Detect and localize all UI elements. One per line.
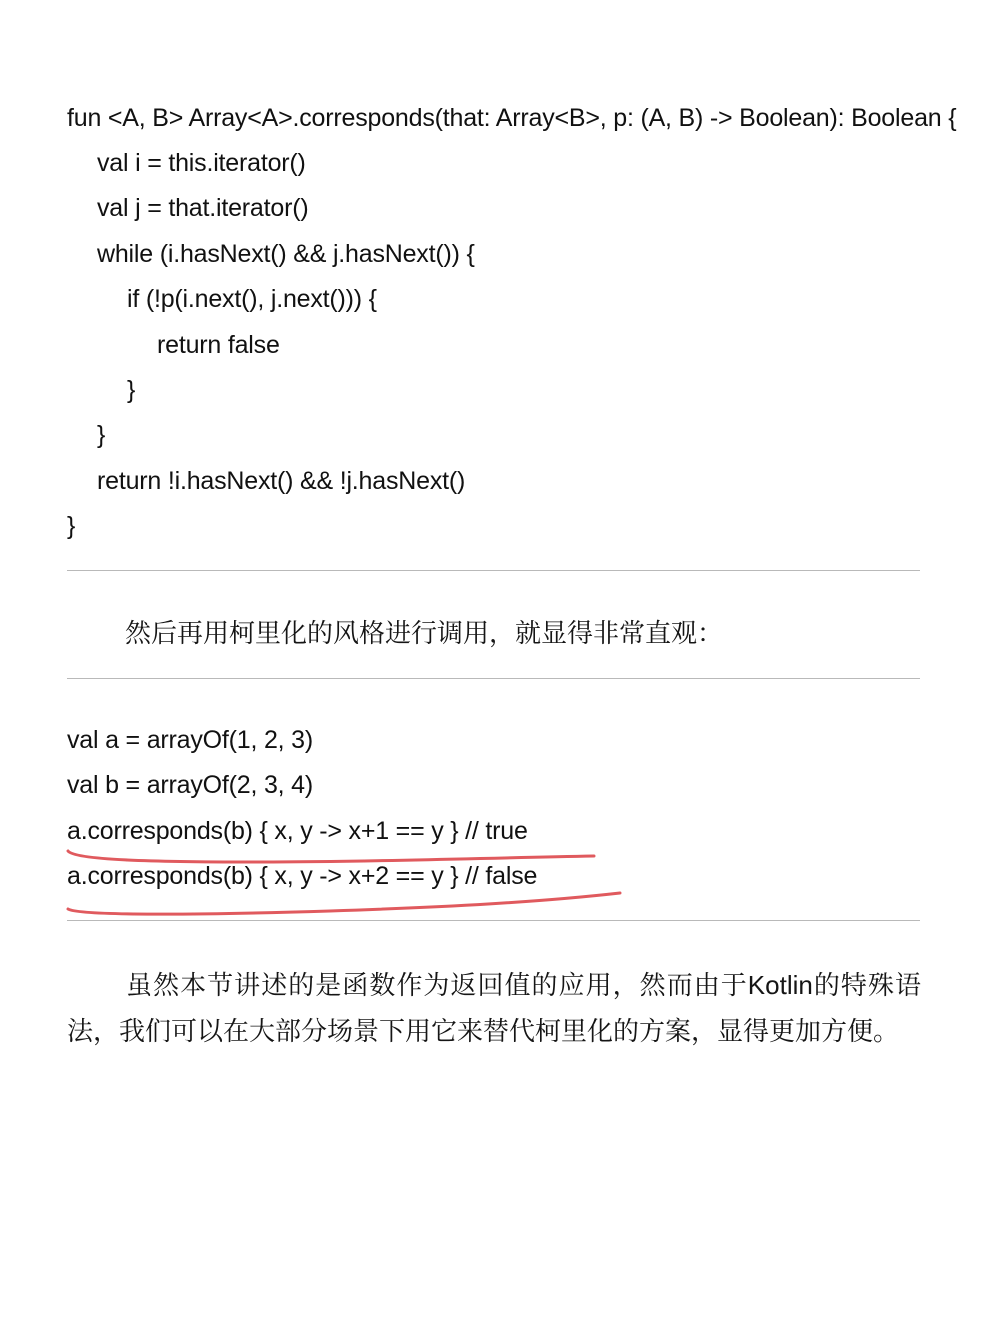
paragraph-2-keyword: Kotlin bbox=[747, 970, 813, 1000]
code-line: } bbox=[97, 421, 106, 449]
paragraph-2-text-before: 虽然本节讲述的是函数作为返回值的应用，然而由于 bbox=[125, 971, 748, 1001]
code-line: return false bbox=[157, 331, 280, 359]
code-line: a.corresponds(b) { x, y -> x+1 == y } // true bbox=[67, 817, 528, 845]
code-line: return !i.hasNext() && !j.hasNext() bbox=[97, 467, 466, 495]
paragraph-1 bbox=[67, 611, 921, 657]
divider bbox=[67, 570, 920, 571]
code-line: } bbox=[67, 512, 76, 540]
code-line: while (i.hasNext() && j.hasNext()) { bbox=[97, 240, 475, 268]
underline-stroke-false bbox=[68, 893, 620, 914]
divider bbox=[67, 678, 920, 679]
code-line: val j = that.iterator() bbox=[97, 194, 309, 222]
code-line: val a = arrayOf(1, 2, 3) bbox=[67, 726, 313, 754]
paragraph-2 bbox=[67, 962, 921, 1055]
code-line: fun <A, B> Array<A>.corresponds(that: Array<B>, p: (A, B) -> Boolean): Boolean { bbox=[67, 104, 957, 132]
code-line: if (!p(i.next(), j.next())) { bbox=[127, 285, 377, 313]
code-line: a.corresponds(b) { x, y -> x+2 == y } // false bbox=[67, 862, 538, 890]
code-line: val i = this.iterator() bbox=[97, 149, 306, 177]
divider bbox=[67, 920, 920, 921]
paragraph-2-text-after: 的特殊语法，我们可以在大部分场景下用它来替代柯里化的方案，显得更加方便。 bbox=[67, 971, 921, 1047]
paragraph-1-text: 然后再用柯里化的风格进行调用，就显得非常直观： bbox=[125, 619, 724, 649]
code-line: val b = arrayOf(2, 3, 4) bbox=[67, 771, 313, 799]
code-line: } bbox=[127, 376, 136, 404]
